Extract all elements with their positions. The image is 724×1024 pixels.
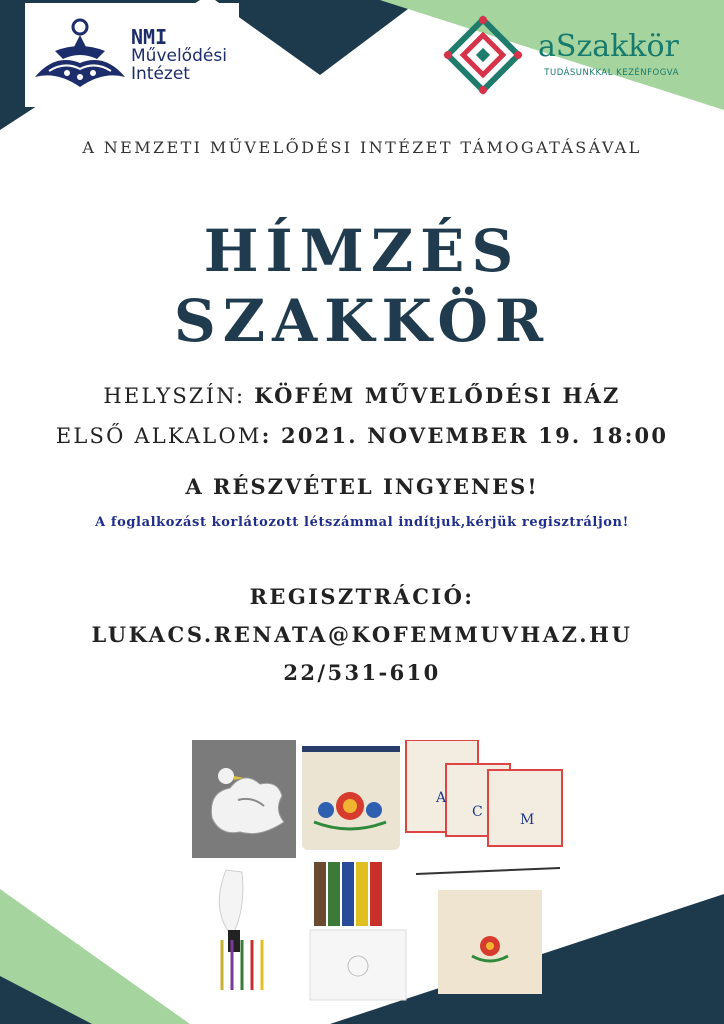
nmi-abbr: NMI (131, 24, 168, 49)
white-yarn-photo (219, 870, 243, 952)
first-session-line (0, 423, 724, 448)
embroidered-bird-photo (192, 740, 296, 858)
nmi-logo (25, 3, 239, 107)
szakkor-tagline: TUDÁSUNKKAL KEZÉNFOGVA (544, 68, 679, 78)
nmi-line-2: Intézet (131, 63, 190, 84)
support-line: A NEMZETI MŰVELŐDÉSI INTÉZET TÁMOGATÁSÁVAL (82, 138, 642, 157)
registration-phone[interactable]: 22/531-610 (283, 660, 441, 685)
monogram-napkins-photo (406, 740, 562, 846)
location-value: KÖFÉM MŰVELŐDÉSI HÁZ (254, 383, 621, 408)
svg-text:A: A (436, 790, 447, 806)
colored-yarn-photo (314, 862, 382, 926)
szakkor-logo (440, 12, 679, 98)
folk-knot-icon (440, 12, 526, 98)
location-label: HELYSZÍN: (103, 384, 246, 408)
free-participation: A RÉSZVÉTEL INGYENES! (185, 474, 539, 499)
first-session-value: : 2021. NOVEMBER 19. 18:00 (261, 423, 669, 448)
first-session-label: ELSŐ ALKALOM (55, 424, 262, 448)
svg-text:C: C (472, 804, 483, 820)
white-cloth-bag-photo (310, 930, 406, 1000)
registration-label: REGISZTRÁCIÓ: (249, 584, 475, 609)
top-mid-navy-triangle (215, 0, 420, 75)
embroidered-pouch-photo (302, 746, 400, 850)
nmi-line-1: Művelődési (131, 45, 227, 66)
registration-email[interactable]: LUKACS.RENATA@KOFEMMUVHAZ.HU (91, 622, 633, 647)
embroidery-photo-collage (190, 740, 570, 1022)
location-line (0, 383, 724, 408)
title-line-1: HÍMZÉS (203, 217, 521, 285)
registration-note: A foglalkozást korlátozott létszámmal indítjuk,kérjük regisztráljon! (95, 515, 629, 530)
embroidered-napkin-photo (438, 890, 542, 994)
szakkor-name: aSzakkör (538, 29, 679, 64)
svg-text:M: M (520, 812, 535, 828)
needle-photo (416, 868, 560, 874)
nmi-folk-bird-icon (25, 5, 135, 105)
nmi-logo-text (131, 24, 227, 84)
title-line-2: SZAKKÖR (173, 287, 551, 355)
szakkor-logo-text (538, 29, 679, 78)
